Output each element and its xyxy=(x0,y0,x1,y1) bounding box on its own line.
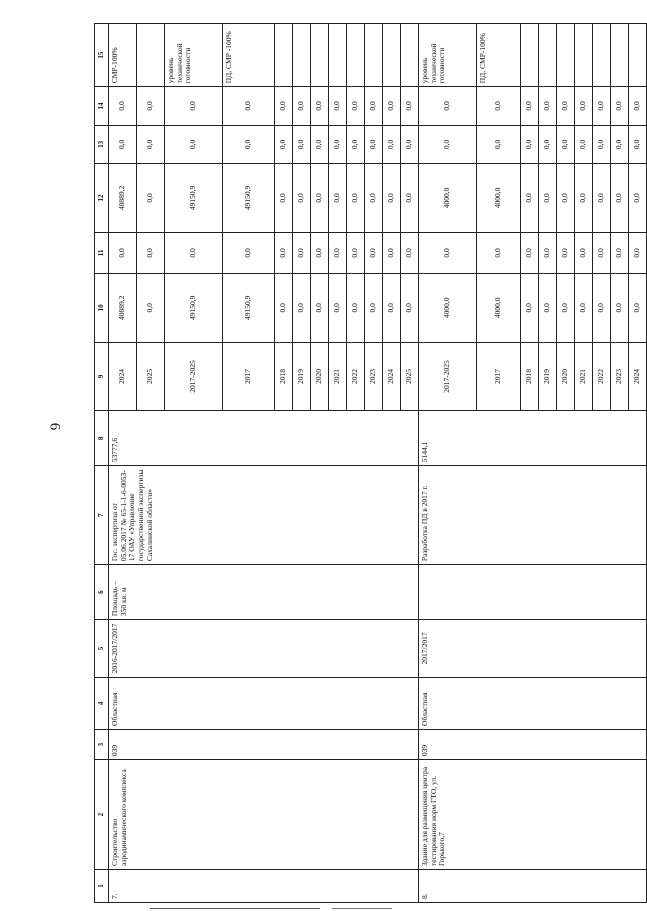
value-col-10: 4000,0 xyxy=(419,274,477,343)
value-col-13: 0,0 xyxy=(521,125,539,163)
value-col-14: 0,0 xyxy=(401,87,419,125)
value-col-11: 0,0 xyxy=(477,232,521,273)
result-note: ПД, СМР -100% xyxy=(223,24,275,87)
result-note xyxy=(329,24,347,87)
result-note xyxy=(137,24,165,87)
value-col-13: 0,0 xyxy=(137,125,165,163)
value-col-12: 0,0 xyxy=(365,164,383,233)
header-col-2: 2 xyxy=(95,760,109,870)
year: 2017 xyxy=(223,342,275,411)
result-note xyxy=(557,24,575,87)
result-note xyxy=(575,24,593,87)
code: 039 xyxy=(109,729,419,759)
value-col-14: 0,0 xyxy=(365,87,383,125)
project-status: Гос. экспертиза от 05.06.2017 № 65-1-1-6-0053-17 ОАУ «Управление государственной экспертизы Сахалинской области» xyxy=(109,466,419,565)
year: 2024 xyxy=(109,342,137,411)
value-col-14: 0,0 xyxy=(629,87,647,125)
result-note xyxy=(629,24,647,87)
result-note xyxy=(611,24,629,87)
result-note xyxy=(401,24,419,87)
value-col-14: 0,0 xyxy=(329,87,347,125)
value-col-13: 0,0 xyxy=(401,125,419,163)
value-col-12: 0,0 xyxy=(383,164,401,233)
year: 2024 xyxy=(629,342,647,411)
row-number: 7. xyxy=(109,870,419,903)
value-col-12: 0,0 xyxy=(557,164,575,233)
value-col-10: 40889,2 xyxy=(109,274,137,343)
header-col-4: 4 xyxy=(95,677,109,729)
value-col-13: 0,0 xyxy=(293,125,311,163)
year: 2022 xyxy=(347,342,365,411)
header-col-1: 1 xyxy=(95,870,109,903)
value-col-12: 0,0 xyxy=(593,164,611,233)
value-col-11: 0,0 xyxy=(311,232,329,273)
bottom-rule-short xyxy=(332,908,392,909)
value-col-12: 0,0 xyxy=(329,164,347,233)
value-col-12: 0,0 xyxy=(611,164,629,233)
value-col-13: 0,0 xyxy=(347,125,365,163)
value-col-12: 0,0 xyxy=(311,164,329,233)
table-body xyxy=(109,24,647,903)
result-note xyxy=(275,24,293,87)
value-col-12: 0,0 xyxy=(347,164,365,233)
value-col-14: 0,0 xyxy=(539,87,557,125)
value-col-13: 0,0 xyxy=(593,125,611,163)
header-col-8: 8 xyxy=(95,411,109,466)
value-col-13: 0,0 xyxy=(629,125,647,163)
value-col-12: 0,0 xyxy=(293,164,311,233)
value-col-12: 49150,9 xyxy=(165,164,223,233)
value-col-10: 0,0 xyxy=(293,274,311,343)
header-col-6: 6 xyxy=(95,565,109,620)
value-col-14: 0,0 xyxy=(137,87,165,125)
page-number: 6 xyxy=(46,422,63,431)
value-col-14: 0,0 xyxy=(477,87,521,125)
header-col-10: 10 xyxy=(95,274,109,343)
result-note xyxy=(365,24,383,87)
value-col-10: 0,0 xyxy=(329,274,347,343)
year: 2021 xyxy=(329,342,347,411)
value-col-11: 0,0 xyxy=(275,232,293,273)
value-col-13: 0,0 xyxy=(311,125,329,163)
value-col-13: 0,0 xyxy=(329,125,347,163)
value-col-13: 0,0 xyxy=(419,125,477,163)
construction-period: 2016-2017/2017 xyxy=(109,620,419,678)
value-col-11: 0,0 xyxy=(419,232,477,273)
value-col-11: 0,0 xyxy=(329,232,347,273)
value-col-11: 0,0 xyxy=(629,232,647,273)
header-col-13: 13 xyxy=(95,125,109,163)
result-note xyxy=(593,24,611,87)
value-col-12: 4000,0 xyxy=(419,164,477,233)
value-col-10: 0,0 xyxy=(401,274,419,343)
value-col-11: 0,0 xyxy=(365,232,383,273)
value-col-13: 0,0 xyxy=(223,125,275,163)
value-col-10: 0,0 xyxy=(629,274,647,343)
result-note: ПД, СМР-100% xyxy=(477,24,521,87)
value-col-11: 0,0 xyxy=(293,232,311,273)
value-col-13: 0,0 xyxy=(275,125,293,163)
value-col-12: 0,0 xyxy=(275,164,293,233)
value-col-14: 0,0 xyxy=(275,87,293,125)
project-status: Разработка ПД в 2017 г. xyxy=(419,466,647,565)
value-col-11: 0,0 xyxy=(165,232,223,273)
year: 2025 xyxy=(137,342,165,411)
header-col-12: 12 xyxy=(95,164,109,233)
result-note xyxy=(383,24,401,87)
value-col-13: 0,0 xyxy=(539,125,557,163)
year: 2019 xyxy=(539,342,557,411)
value-col-14: 0,0 xyxy=(347,87,365,125)
value-col-10: 0,0 xyxy=(557,274,575,343)
value-col-10: 0,0 xyxy=(521,274,539,343)
header-col-3: 3 xyxy=(95,729,109,759)
value-col-11: 0,0 xyxy=(521,232,539,273)
value-col-12: 0,0 xyxy=(137,164,165,233)
year: 2017 xyxy=(477,342,521,411)
value-col-12: 0,0 xyxy=(629,164,647,233)
year: 2018 xyxy=(521,342,539,411)
row-number: 8. xyxy=(419,870,647,903)
investment-table xyxy=(94,23,647,903)
value-col-14: 0,0 xyxy=(383,87,401,125)
result-note: уровень технической готовности xyxy=(165,24,223,87)
header-col-14: 14 xyxy=(95,87,109,125)
value-col-14: 0,0 xyxy=(165,87,223,125)
value-col-14: 0,0 xyxy=(293,87,311,125)
value-col-12: 0,0 xyxy=(539,164,557,233)
value-col-10: 0,0 xyxy=(539,274,557,343)
header-col-9: 9 xyxy=(95,342,109,411)
value-col-14: 0,0 xyxy=(575,87,593,125)
year: 2021 xyxy=(575,342,593,411)
value-col-12: 40889,2 xyxy=(109,164,137,233)
value-col-11: 0,0 xyxy=(539,232,557,273)
value-col-10: 0,0 xyxy=(311,274,329,343)
value-col-11: 0,0 xyxy=(137,232,165,273)
object-name: Здание для размещения центра тестирования норм ГТО, ул. Горького,7 xyxy=(419,760,647,870)
year: 2024 xyxy=(383,342,401,411)
year: 2022 xyxy=(593,342,611,411)
value-col-10: 0,0 xyxy=(593,274,611,343)
budget-level: Областная xyxy=(109,677,419,729)
value-col-11: 0,0 xyxy=(109,232,137,273)
value-col-10: 0,0 xyxy=(275,274,293,343)
value-col-11: 0,0 xyxy=(223,232,275,273)
year: 2025 xyxy=(401,342,419,411)
value-col-14: 0,0 xyxy=(557,87,575,125)
value-col-11: 0,0 xyxy=(593,232,611,273)
value-col-10: 0,0 xyxy=(575,274,593,343)
object-name: Строительство аэродинамического комплекса xyxy=(109,760,419,870)
value-col-10: 0,0 xyxy=(347,274,365,343)
year: 2023 xyxy=(611,342,629,411)
code: 039 xyxy=(419,729,647,759)
value-col-10: 0,0 xyxy=(611,274,629,343)
value-col-11: 0,0 xyxy=(401,232,419,273)
value-col-14: 0,0 xyxy=(109,87,137,125)
year: 2019 xyxy=(293,342,311,411)
year: 2020 xyxy=(311,342,329,411)
value-col-14: 0,0 xyxy=(593,87,611,125)
value-col-14: 0,0 xyxy=(311,87,329,125)
budget-level: Областная xyxy=(419,677,647,729)
year: 2018 xyxy=(275,342,293,411)
value-col-13: 0,0 xyxy=(477,125,521,163)
value-col-11: 0,0 xyxy=(347,232,365,273)
value-col-12: 4000,0 xyxy=(477,164,521,233)
value-col-12: 0,0 xyxy=(575,164,593,233)
value-col-13: 0,0 xyxy=(611,125,629,163)
table-row xyxy=(109,24,137,903)
value-col-12: 49150,9 xyxy=(223,164,275,233)
result-note xyxy=(539,24,557,87)
result-note: СМР-100% xyxy=(109,24,137,87)
table-row xyxy=(419,24,477,903)
result-note xyxy=(521,24,539,87)
header-row xyxy=(95,24,109,903)
result-note xyxy=(293,24,311,87)
year: 2017-2025 xyxy=(419,342,477,411)
header-col-11: 11 xyxy=(95,232,109,273)
rotated-table-container xyxy=(94,23,642,903)
value-col-13: 0,0 xyxy=(365,125,383,163)
year: 2023 xyxy=(365,342,383,411)
value-col-11: 0,0 xyxy=(575,232,593,273)
value-col-10: 0,0 xyxy=(365,274,383,343)
header-col-7: 7 xyxy=(95,466,109,565)
construction-period: 2017/2017 xyxy=(419,620,647,678)
value-col-13: 0,0 xyxy=(557,125,575,163)
value-col-14: 0,0 xyxy=(419,87,477,125)
value-col-14: 0,0 xyxy=(611,87,629,125)
value-col-10: 49150,9 xyxy=(165,274,223,343)
result-note xyxy=(311,24,329,87)
capacity: Площадь – 350 кв. м xyxy=(109,565,419,620)
value-col-11: 0,0 xyxy=(383,232,401,273)
value-col-14: 0,0 xyxy=(223,87,275,125)
value-col-13: 0,0 xyxy=(109,125,137,163)
value-col-12: 0,0 xyxy=(521,164,539,233)
estimated-cost: 53777,6 xyxy=(109,411,419,466)
result-note: уровень технической готовности xyxy=(419,24,477,87)
value-col-14: 0,0 xyxy=(521,87,539,125)
value-col-10: 0,0 xyxy=(383,274,401,343)
header-col-5: 5 xyxy=(95,620,109,678)
value-col-13: 0,0 xyxy=(575,125,593,163)
value-col-12: 0,0 xyxy=(401,164,419,233)
value-col-10: 4000,0 xyxy=(477,274,521,343)
capacity xyxy=(419,565,647,620)
value-col-11: 0,0 xyxy=(557,232,575,273)
year: 2020 xyxy=(557,342,575,411)
estimated-cost: 5144,1 xyxy=(419,411,647,466)
header-col-15: 15 xyxy=(95,24,109,87)
value-col-10: 49150,9 xyxy=(223,274,275,343)
value-col-13: 0,0 xyxy=(165,125,223,163)
value-col-11: 0,0 xyxy=(611,232,629,273)
bottom-rule xyxy=(150,908,320,909)
year: 2017-2025 xyxy=(165,342,223,411)
result-note xyxy=(347,24,365,87)
value-col-13: 0,0 xyxy=(383,125,401,163)
value-col-10: 0,0 xyxy=(137,274,165,343)
